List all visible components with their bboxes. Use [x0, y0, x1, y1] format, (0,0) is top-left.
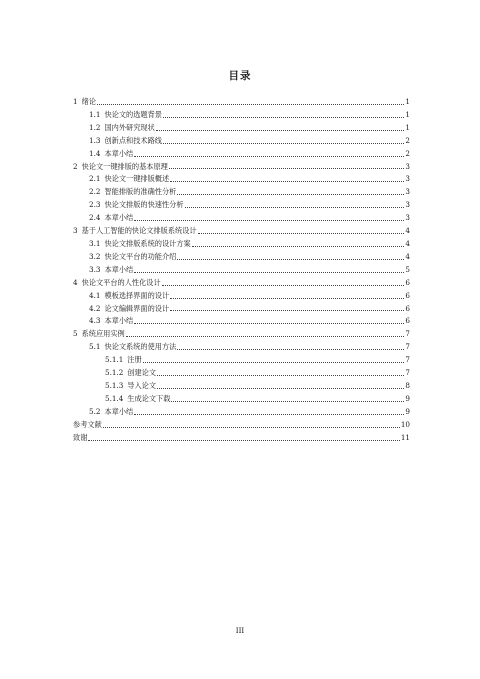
- toc-dot-leader: [169, 168, 405, 169]
- toc-dot-leader: [134, 220, 404, 221]
- toc-entry-page: 9: [405, 406, 410, 416]
- toc-entry[interactable]: [73, 225, 410, 238]
- toc-entry-title: 智能排版的准确性分析: [104, 187, 177, 197]
- toc-entry-page: 3: [405, 200, 410, 210]
- table-of-contents: [73, 96, 410, 444]
- toc-entry[interactable]: [73, 135, 410, 148]
- toc-entry-number: 5.1.1: [105, 355, 124, 365]
- toc-entry-title: 基于人工智能的快论文排版系统设计: [81, 226, 197, 236]
- toc-entry[interactable]: [73, 238, 410, 251]
- toc-dot-leader: [170, 181, 404, 182]
- toc-dot-leader: [192, 246, 405, 247]
- toc-entry-page: 6: [405, 303, 410, 313]
- toc-entry-number: 3: [73, 226, 78, 236]
- toc-entry-page: 7: [405, 342, 410, 352]
- toc-entry[interactable]: [73, 341, 410, 354]
- toc-entry-title: 本章小结: [104, 264, 134, 274]
- toc-entry[interactable]: [73, 315, 410, 328]
- toc-dot-leader: [88, 440, 399, 441]
- toc-dot-leader: [134, 272, 404, 273]
- toc-entry-number: 4: [73, 277, 78, 287]
- toc-entry-page: 9: [405, 393, 410, 403]
- toc-entry[interactable]: [73, 419, 410, 432]
- toc-entry-number: 1.4: [89, 148, 101, 158]
- toc-entry-number: 5: [73, 329, 78, 339]
- toc-entry-title: 论文编辑界面的设计: [104, 303, 170, 313]
- toc-entry-page: 3: [405, 213, 410, 223]
- toc-entry-title: 注册: [127, 355, 142, 365]
- toc-entry-page: 6: [405, 290, 410, 300]
- toc-entry[interactable]: [73, 148, 410, 161]
- toc-entry-title: 快论文排版的快速性分析: [104, 200, 184, 210]
- toc-entry[interactable]: [73, 122, 410, 135]
- toc-entry[interactable]: [73, 367, 410, 380]
- toc-dot-leader: [163, 143, 404, 144]
- toc-entry-number: 4.1: [89, 290, 101, 300]
- toc-dot-leader: [134, 414, 404, 415]
- toc-entry-number: 5.1.3: [105, 380, 124, 390]
- toc-entry-title: 快论文的选题背景: [104, 109, 162, 119]
- toc-dot-leader: [177, 194, 404, 195]
- toc-entry-page: 4: [405, 251, 410, 261]
- toc-entry[interactable]: [73, 432, 410, 445]
- toc-entry[interactable]: [73, 290, 410, 303]
- toc-entry-number: 2: [73, 161, 78, 171]
- toc-entry-page: 2: [405, 135, 410, 145]
- toc-entry-page: 4: [405, 226, 410, 236]
- toc-dot-leader: [170, 310, 404, 311]
- toc-entry-title: 导入论文: [127, 380, 157, 390]
- toc-entry[interactable]: [73, 161, 410, 174]
- toc-entry-page: 10: [400, 419, 410, 429]
- toc-entry-page: 6: [405, 277, 410, 287]
- toc-entry-number: 5.1.2: [105, 368, 124, 378]
- toc-entry-number: 3.2: [89, 251, 101, 261]
- toc-entry-number: 3.3: [89, 264, 101, 274]
- toc-entry-title: 快论文一键排版概述: [104, 174, 170, 184]
- toc-entry-title: 快论文平台的功能介绍: [104, 251, 177, 261]
- toc-dot-leader: [157, 375, 404, 376]
- toc-entry-title: 快论文系统的使用方法: [104, 342, 177, 352]
- toc-entry-number: 3.1: [89, 238, 101, 248]
- toc-dot-leader: [177, 259, 404, 260]
- toc-entry-title: 本章小结: [104, 406, 134, 416]
- toc-entry-number: 1: [73, 97, 78, 106]
- toc-dot-leader: [157, 388, 404, 389]
- toc-entry[interactable]: [73, 328, 410, 341]
- toc-entry-page: 7: [405, 368, 410, 378]
- toc-entry-title: 快论文排版系统的设计方案: [104, 238, 191, 248]
- toc-entry-title: 致谢: [73, 432, 88, 442]
- toc-entry-page: 2: [405, 148, 410, 158]
- toc-entry-page: 5: [405, 264, 410, 274]
- toc-entry[interactable]: [73, 264, 410, 277]
- toc-dot-leader: [162, 285, 405, 286]
- toc-entry-number: 5.1.4: [105, 393, 124, 403]
- toc-entry[interactable]: [73, 173, 410, 186]
- toc-entry-page: 6: [405, 316, 410, 326]
- toc-dot-leader: [134, 156, 404, 157]
- toc-entry-number: 1.3: [89, 135, 101, 145]
- toc-entry-number: 4.3: [89, 316, 101, 326]
- toc-entry-page: 7: [405, 329, 410, 339]
- toc-entry-page: 3: [405, 161, 410, 171]
- toc-title: 目录: [228, 70, 252, 82]
- toc-dot-leader: [170, 298, 404, 299]
- toc-dot-leader: [126, 336, 405, 337]
- toc-entry[interactable]: [73, 96, 410, 109]
- toc-dot-leader: [134, 323, 404, 324]
- toc-entry[interactable]: [73, 212, 410, 225]
- toc-entry[interactable]: [73, 393, 410, 406]
- page-number: III: [235, 626, 245, 635]
- toc-entry-page: 3: [405, 174, 410, 184]
- toc-entry-number: 4.2: [89, 303, 101, 313]
- toc-entry-page: 4: [405, 238, 410, 248]
- toc-dot-leader: [97, 104, 404, 105]
- toc-dot-leader: [163, 117, 404, 118]
- toc-entry-title: 绪论: [81, 97, 96, 106]
- toc-entry-page: 1: [405, 122, 410, 132]
- toc-entry-title: 参考文献: [73, 419, 102, 429]
- toc-entry-title: 本章小结: [104, 148, 134, 158]
- toc-entry-number: 2.2: [89, 187, 101, 197]
- toc-entry[interactable]: [73, 199, 410, 212]
- toc-dot-leader: [185, 207, 405, 208]
- toc-entry-title: 创新点和技术路线: [104, 135, 162, 145]
- toc-entry[interactable]: [73, 277, 410, 290]
- toc-entry-title: 创建论文: [127, 368, 157, 378]
- toc-entry-title: 本章小结: [104, 316, 134, 326]
- toc-entry-number: 5.1: [89, 342, 101, 352]
- toc-dot-leader: [156, 130, 405, 131]
- toc-entry[interactable]: [73, 251, 410, 264]
- toc-entry-page: 1: [405, 97, 410, 106]
- toc-entry-title: 模板选择界面的设计: [104, 290, 170, 300]
- toc-entry-number: 1.1: [89, 109, 101, 119]
- toc-entry-title: 国内外研究现状: [104, 122, 155, 132]
- toc-entry-title: 快论文平台的人性化设计: [81, 277, 161, 287]
- toc-entry[interactable]: [73, 406, 410, 419]
- toc-entry[interactable]: [73, 303, 410, 316]
- toc-entry-number: 2.3: [89, 200, 101, 210]
- toc-entry-title: 生成论文下载: [127, 393, 171, 403]
- toc-entry-number: 5.2: [89, 406, 101, 416]
- toc-entry-number: 1.2: [89, 122, 101, 132]
- toc-entry-page: 8: [405, 380, 410, 390]
- toc-dot-leader: [198, 233, 405, 234]
- toc-entry[interactable]: [73, 109, 410, 122]
- toc-entry-page: 7: [405, 355, 410, 365]
- toc-entry-page: 3: [405, 187, 410, 197]
- toc-entry-number: 2.4: [89, 213, 101, 223]
- toc-entry[interactable]: [73, 354, 410, 367]
- toc-dot-leader: [143, 362, 405, 363]
- toc-entry[interactable]: [73, 380, 410, 393]
- toc-entry-page: 11: [400, 432, 410, 442]
- toc-dot-leader: [103, 427, 400, 428]
- toc-entry-title: 本章小结: [104, 213, 134, 223]
- toc-entry-page: 1: [405, 109, 410, 119]
- toc-entry[interactable]: [73, 186, 410, 199]
- toc-dot-leader: [177, 349, 404, 350]
- toc-entry-title: 系统应用实例: [81, 329, 125, 339]
- toc-entry-number: 2.1: [89, 174, 101, 184]
- toc-dot-leader: [171, 401, 404, 402]
- toc-entry-title: 快论文一键排版的基本原理: [81, 161, 168, 171]
